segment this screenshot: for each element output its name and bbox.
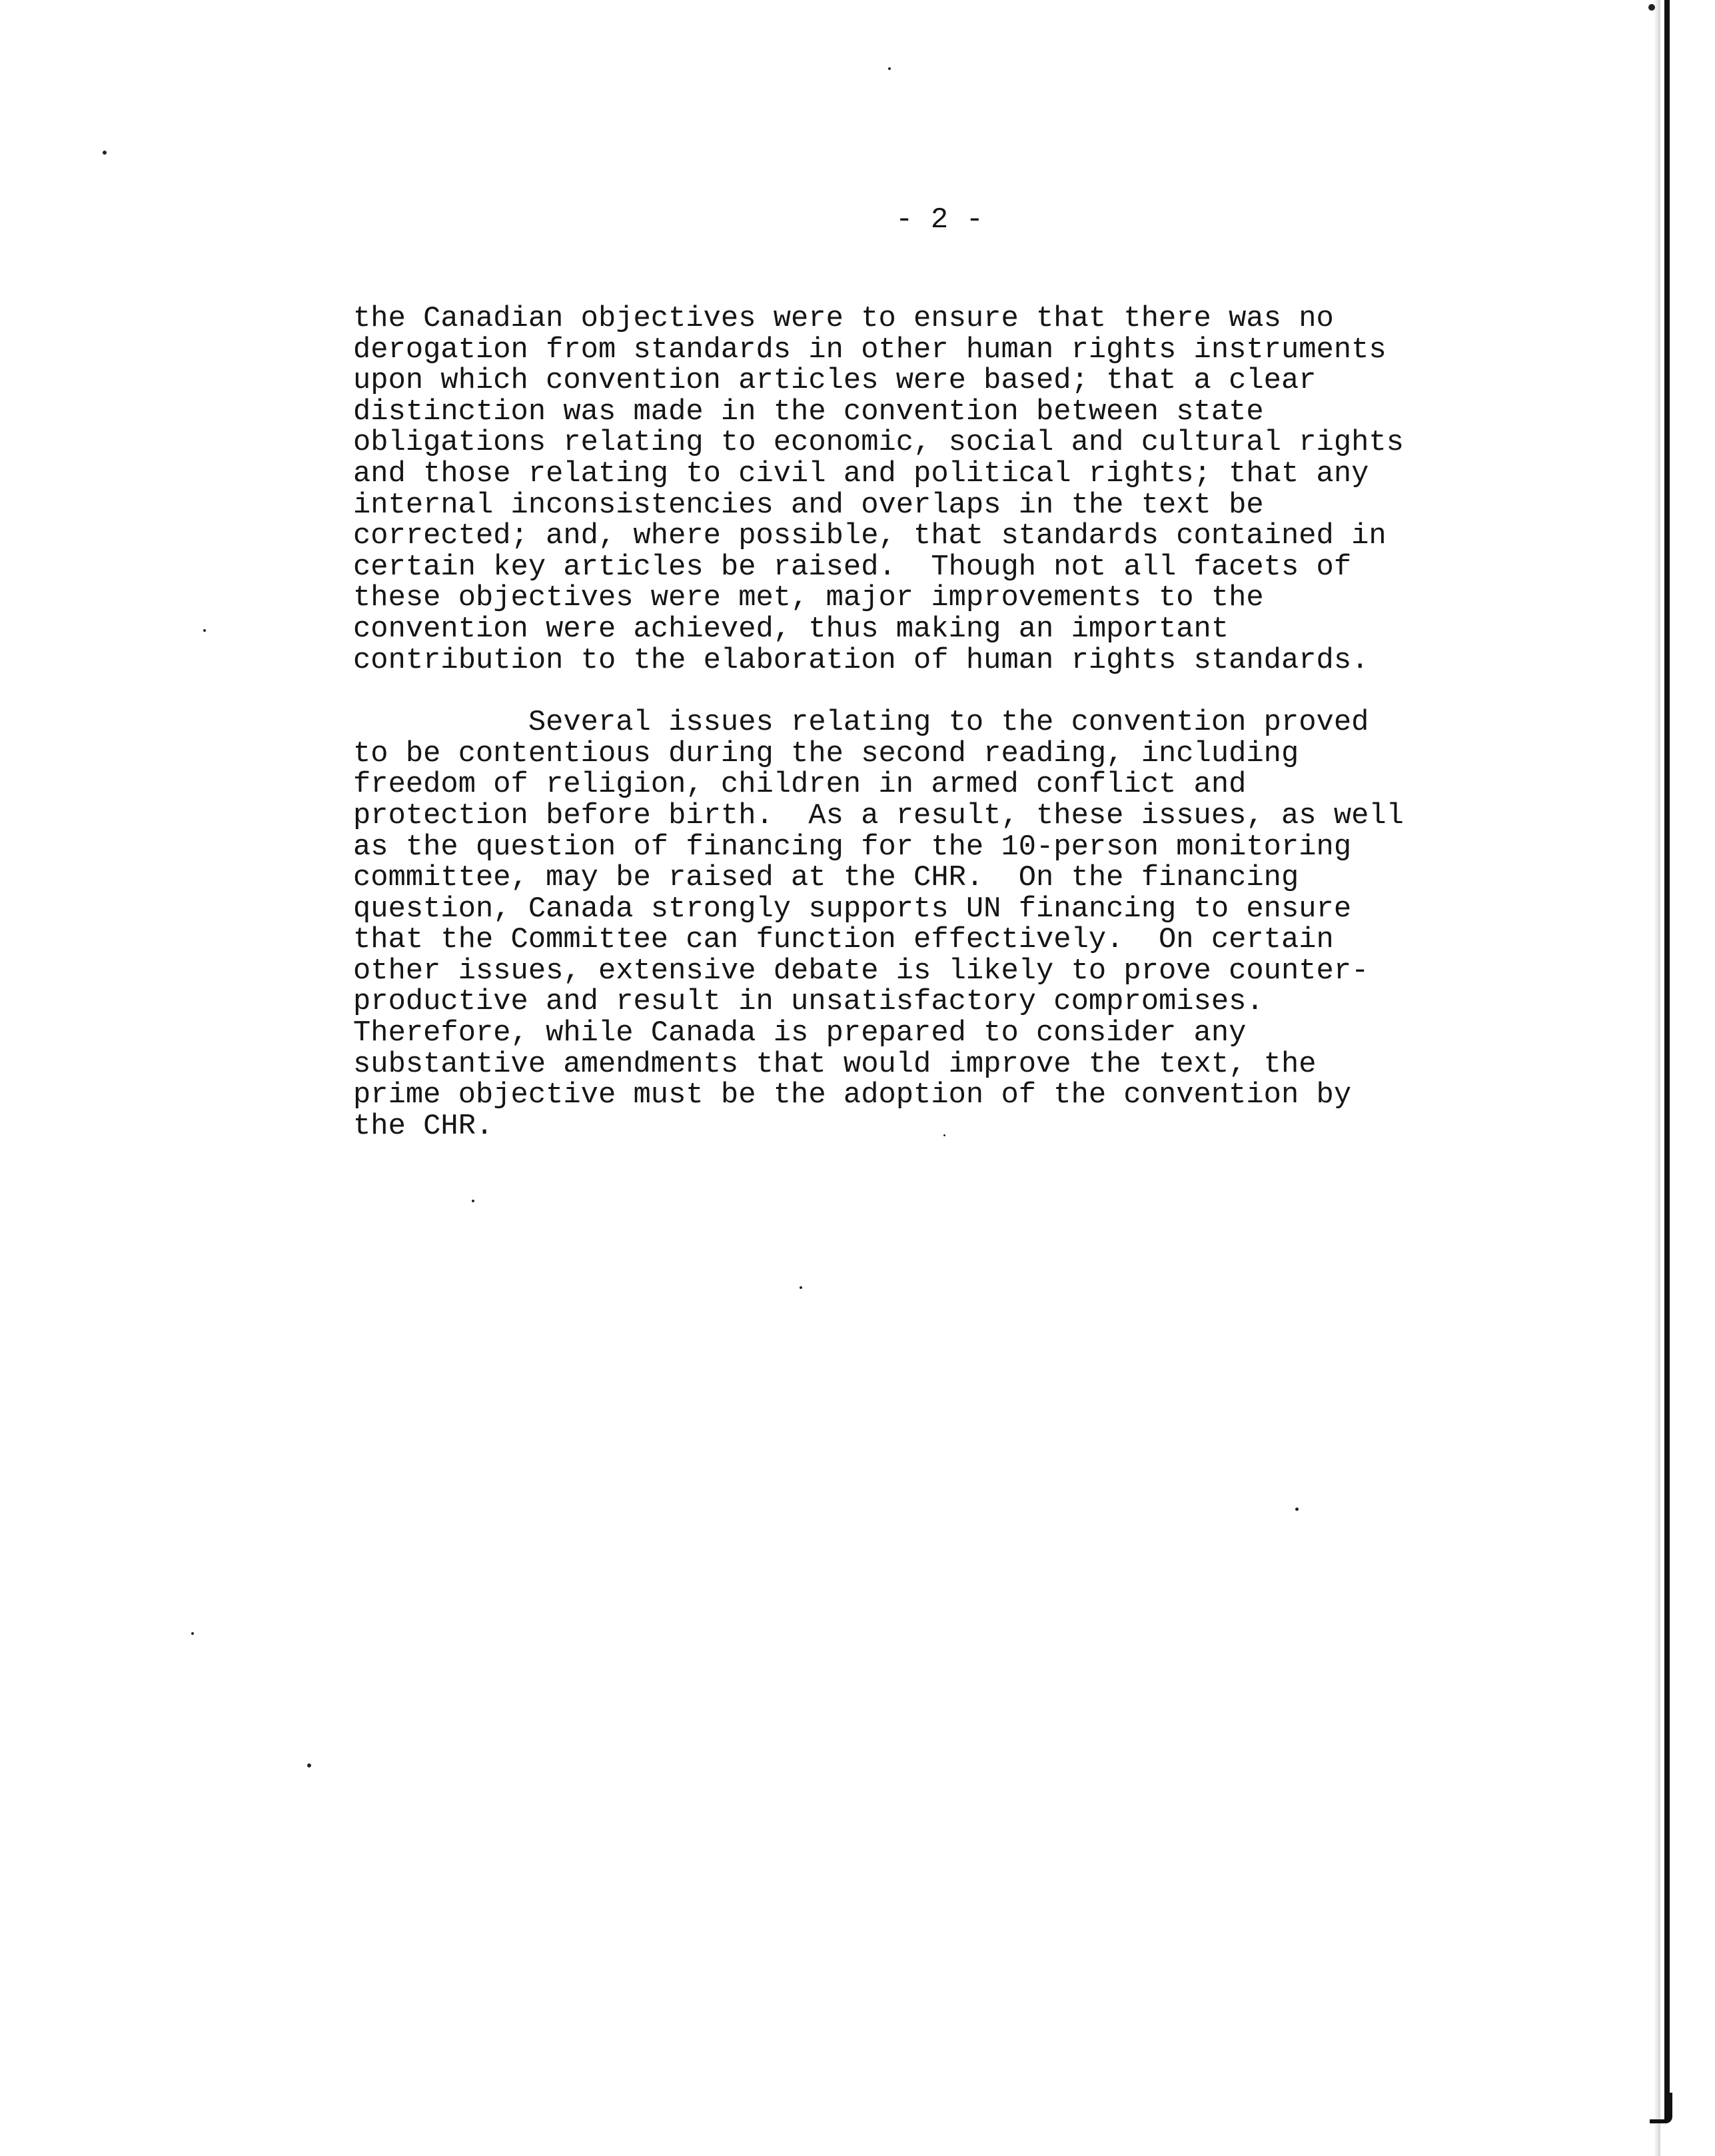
text-line: productive and result in unsatisfactory compromises. — [353, 986, 1264, 1019]
text-line: that the Committee can function effectively. On certain — [353, 924, 1334, 957]
paragraph-contentious-issues — [353, 708, 1552, 1142]
text-line: corrected; and, where possible, that standards contained in — [353, 520, 1387, 553]
text-line: internal inconsistencies and overlaps in the text be — [353, 489, 1264, 522]
paragraph-objectives — [353, 304, 1552, 676]
text-line: derogation from standards in other human rights instruments — [353, 333, 1387, 367]
document-body — [353, 304, 1552, 1142]
text-line: to be contentious during the second reading, including — [353, 737, 1299, 770]
text-line: obligations relating to economic, social and cultural rights — [353, 427, 1404, 460]
scan-speck — [203, 629, 206, 632]
text-line: substantive amendments that would improve the text, the — [353, 1048, 1317, 1081]
binding-edge — [1664, 0, 1670, 2119]
text-line: other issues, extensive debate is likely to prove counter- — [353, 954, 1369, 988]
text-line: committee, may be raised at the CHR. On the financing — [353, 862, 1299, 895]
text-line: Several issues relating to the convention proved — [353, 706, 1369, 740]
scan-speck — [307, 1763, 311, 1767]
text-line: the CHR. — [353, 1110, 494, 1143]
text-line: question, Canada strongly supports UN financing to ensure — [353, 892, 1352, 926]
text-line: convention were achieved, thus making an important — [353, 612, 1229, 646]
scan-speck — [103, 151, 107, 155]
scan-speck — [1295, 1508, 1299, 1511]
text-line: certain key articles be raised. Though not all facets of — [353, 550, 1352, 584]
scan-speck — [191, 1632, 194, 1635]
text-line: contribution to the elaboration of human rights standards. — [353, 644, 1369, 677]
text-line: distinction was made in the convention between state — [353, 395, 1264, 429]
scan-speck — [800, 1286, 802, 1289]
scan-speck — [1648, 4, 1655, 11]
scan-speck — [888, 67, 891, 70]
text-line: upon which convention articles were based; that a clear — [353, 365, 1317, 398]
scan-speck — [472, 1200, 474, 1202]
paragraph-spacer — [353, 676, 1552, 708]
page-number: - 2 - — [895, 203, 984, 237]
text-line: freedom of religion, children in armed conflict and — [353, 768, 1247, 802]
binding-hook — [1650, 2093, 1672, 2123]
text-line: prime objective must be the adoption of the convention by — [353, 1079, 1352, 1112]
text-line: as the question of financing for the 10-person monitoring — [353, 830, 1352, 864]
text-line: and those relating to civil and political rights; that any — [353, 457, 1369, 491]
text-line: the Canadian objectives were to ensure that there was no — [353, 303, 1334, 335]
text-line: Therefore, while Canada is prepared to consider any — [353, 1017, 1247, 1050]
scan-speck — [943, 1134, 945, 1136]
text-line: these objectives were met, major improvements to the — [353, 582, 1264, 615]
binding-shadow — [1654, 0, 1660, 2156]
text-line: protection before birth. As a result, these issues, as well — [353, 799, 1404, 832]
